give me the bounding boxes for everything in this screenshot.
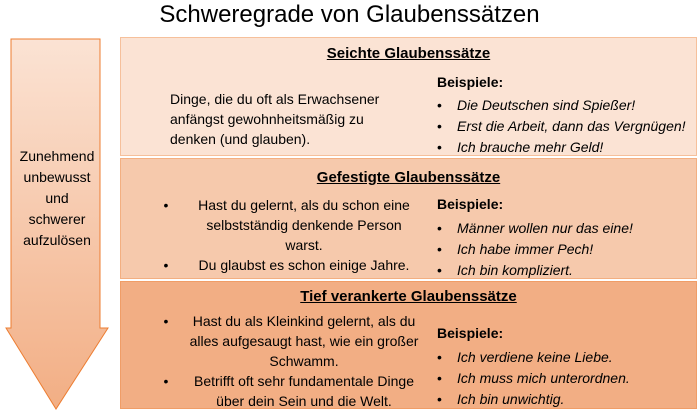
examples-label: Beispiele: — [437, 325, 504, 341]
section-title: Gefestigte Glaubenssätze — [316, 169, 501, 186]
arrow-label-line: schwerer — [28, 211, 86, 227]
example-item: • Ich muss mich unterordnen. — [437, 368, 630, 389]
arrow-label-line: und — [45, 190, 69, 206]
section-title: Seichte Glaubenssätze — [326, 45, 491, 62]
example-item: • Ich verdiene keine Liebe. — [437, 347, 630, 368]
example-item: • Die Deutschen sind Spießer! — [437, 95, 686, 116]
section-description — [160, 195, 420, 275]
description-item: • Betrifft oft sehr fundamentale Dinge über dein Sein und die Welt. — [160, 371, 420, 411]
description-item: • Hast du als Kleinkind gelernt, als du alles aufgesaugt hast, wie ein großer Schwamm. — [160, 311, 420, 371]
examples-list — [437, 347, 630, 410]
arrow-label-line: unbewusst — [23, 169, 91, 185]
example-item: • Ich brauche mehr Geld! — [437, 137, 686, 158]
description-item: • Du glaubst es schon einige Jahre. — [160, 255, 420, 275]
arrow-label — [10, 146, 104, 251]
example-item: • Ich bin unwichtig. — [437, 389, 630, 410]
section-description — [170, 89, 395, 149]
examples-list — [437, 95, 686, 158]
section-deep-beliefs — [119, 280, 698, 410]
section-established-beliefs — [119, 157, 698, 280]
example-item: • Ich bin kompliziert. — [437, 260, 633, 281]
examples-list — [437, 218, 633, 281]
arrow-label-line: Zunehmend — [19, 148, 95, 164]
examples-label: Beispiele: — [437, 196, 504, 212]
section-shallow-beliefs — [119, 36, 698, 157]
arrow-label-line: aufzulösen — [23, 232, 91, 248]
description-item: • Hast du gelernt, als du schon eine selbstständig denkende Person warst. — [160, 195, 420, 255]
section-title: Tief verankerte Glaubenssätze — [300, 288, 517, 305]
examples-label: Beispiele: — [437, 74, 504, 90]
example-item: • Ich habe immer Pech! — [437, 239, 633, 260]
description-text: Dinge, die du oft als Erwachsener anfängst gewohnheitsmäßig zu denken (und glauben). — [170, 91, 380, 147]
section-description — [160, 311, 420, 411]
example-item: • Männer wollen nur das eine! — [437, 218, 633, 239]
example-item: • Erst die Arbeit, dann das Vergnügen! — [437, 116, 686, 137]
page-title: Schweregrade von Glaubenssätzen — [159, 1, 540, 28]
